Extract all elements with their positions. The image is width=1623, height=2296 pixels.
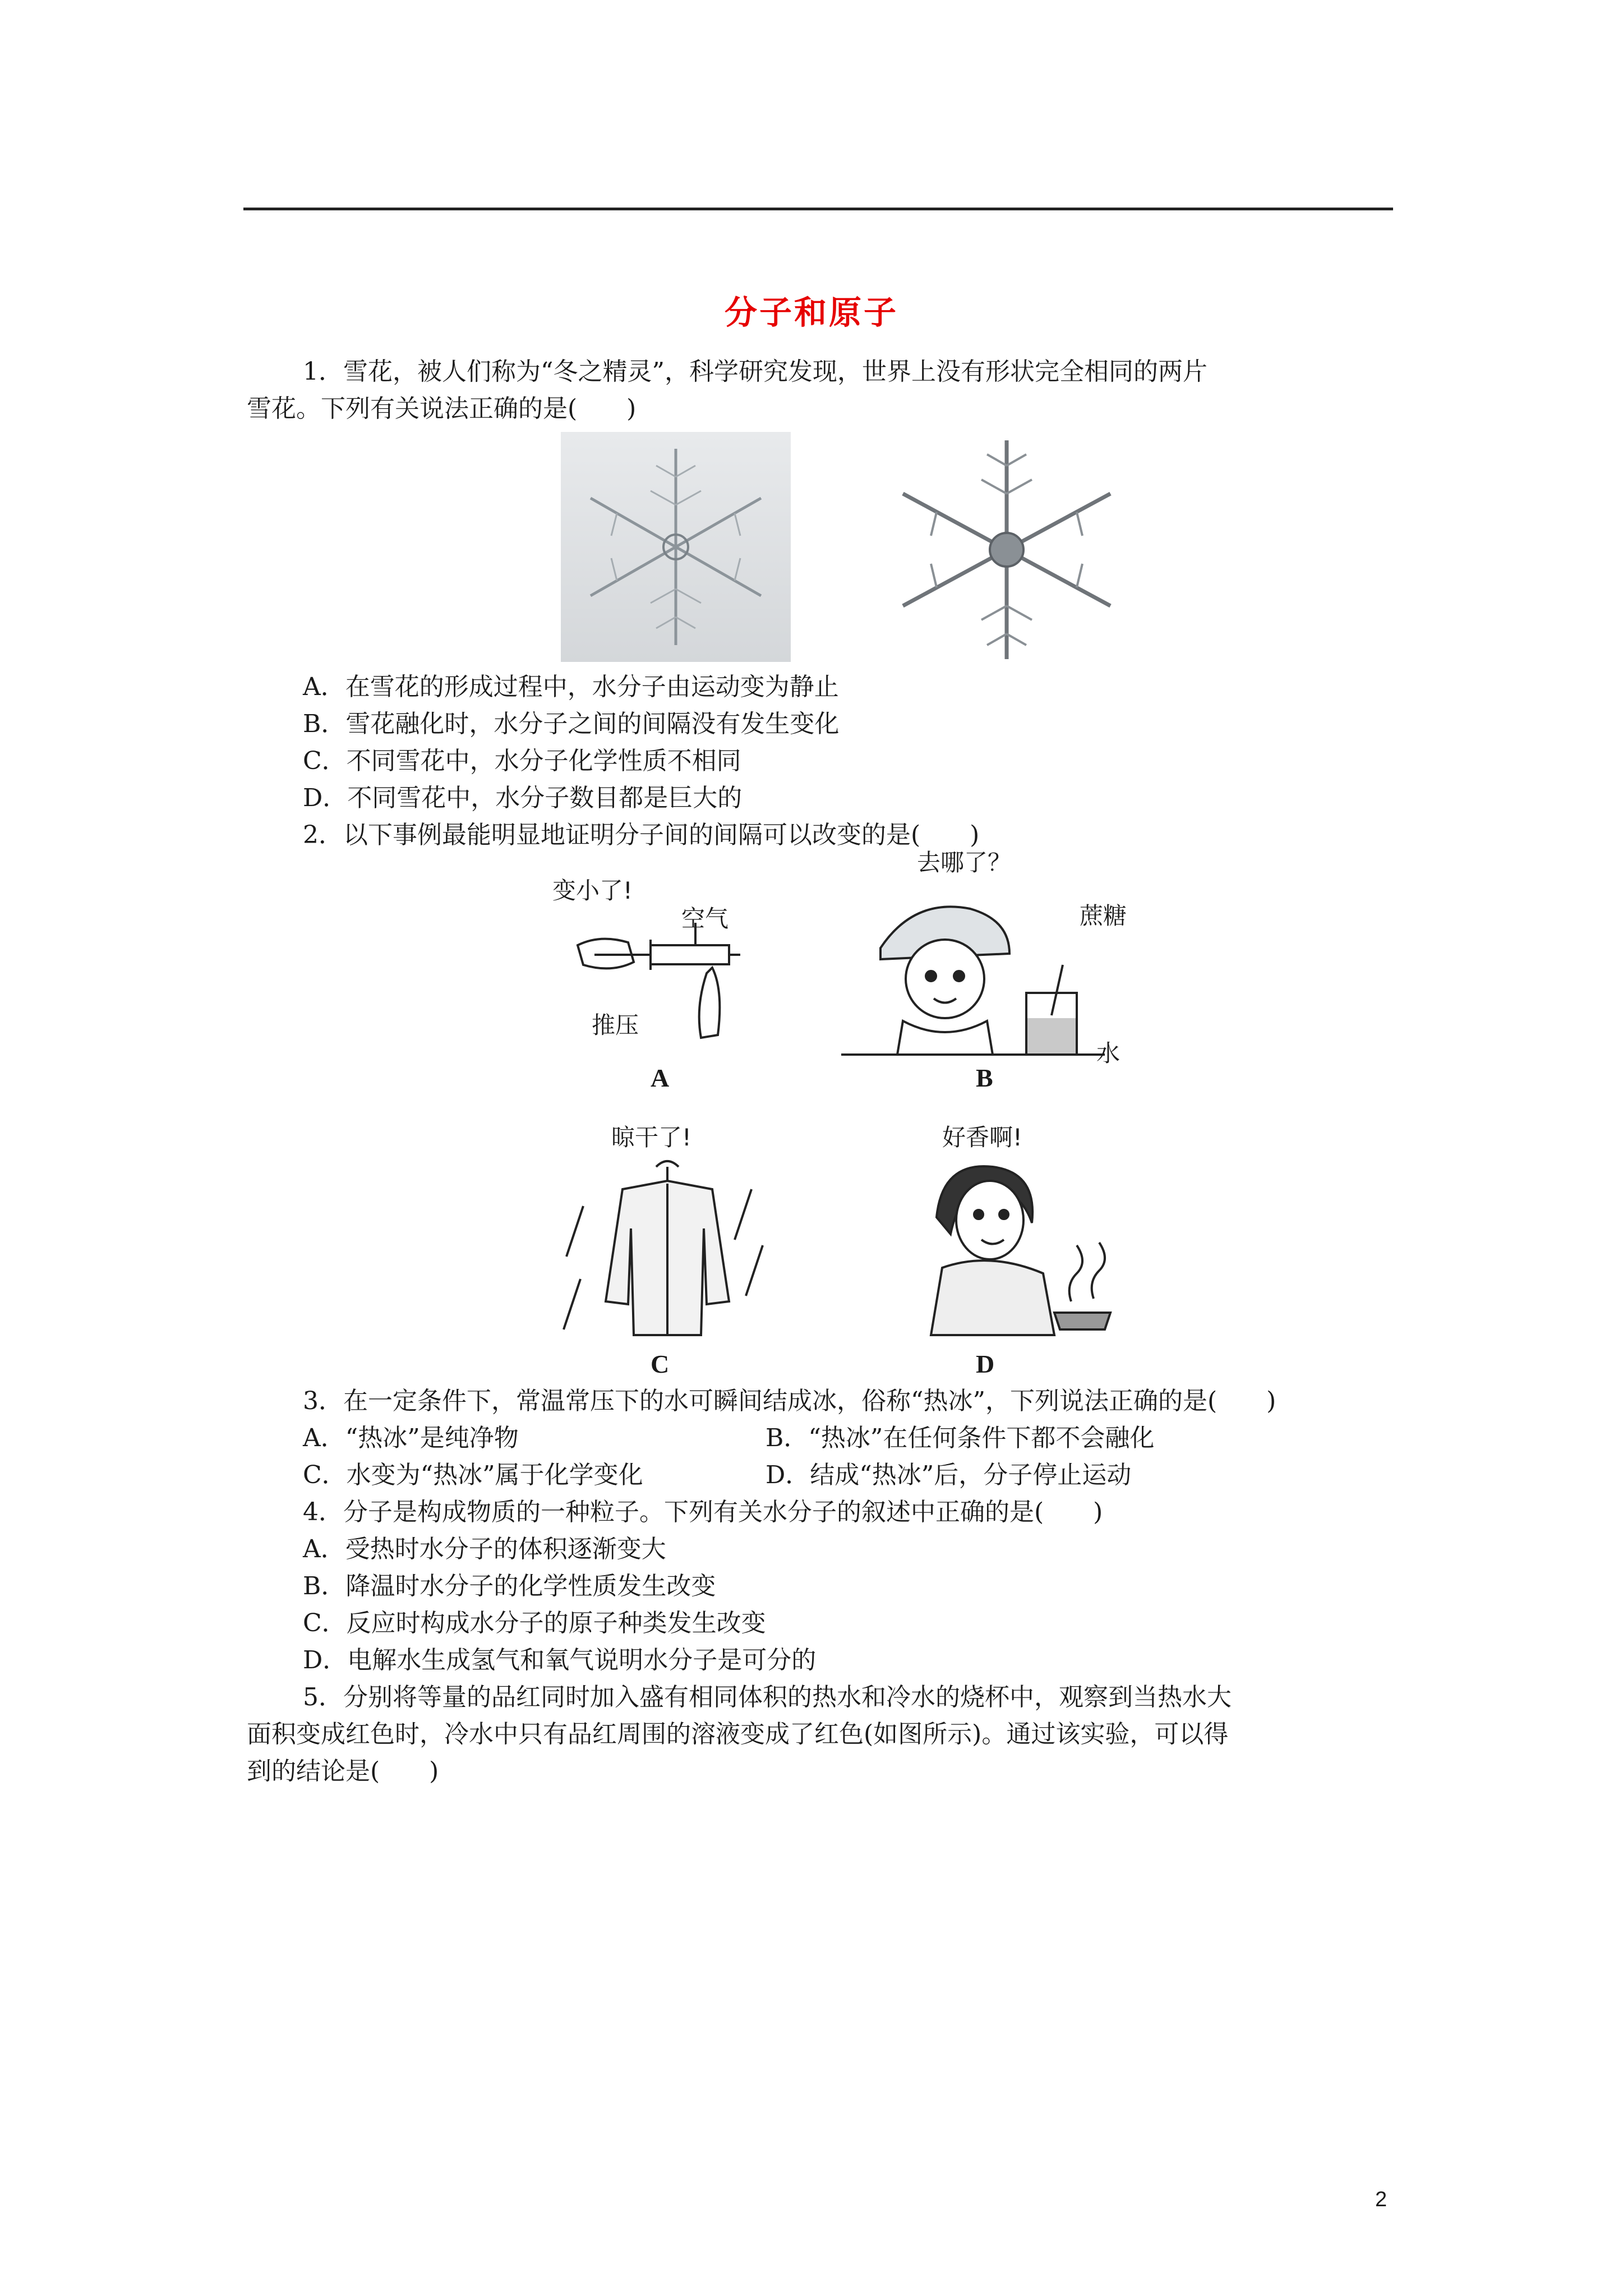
q4-option-c: C．反应时构成水分子的原子种类发生改变 bbox=[303, 1609, 766, 1637]
q3-option-b: B．“热冰”在任何条件下都不会融化 bbox=[766, 1424, 1155, 1452]
q1-option-b: B．雪花融化时，水分子之间的间隔没有发生变化 bbox=[303, 710, 840, 738]
q1-line2: 雪花。下列有关说法正确的是( ) bbox=[247, 394, 637, 423]
q4-option-a: A．受热时水分子的体积逐渐变大 bbox=[303, 1535, 666, 1563]
snowflake-photo-2 bbox=[875, 432, 1138, 668]
q1-line1: 1．雪花，被人们称为“冬之精灵”，科学研究发现，世界上没有形状完全相同的两片 bbox=[303, 357, 1207, 386]
page-number: 2 bbox=[1375, 2188, 1387, 2211]
q1-option-a: A．在雪花的形成过程中，水分子由运动变为静止 bbox=[303, 673, 839, 701]
q3-option-c: C．水变为“热冰”属于化学变化 bbox=[303, 1461, 643, 1489]
q4-line1: 4．分子是构成物质的一种粒子。下列有关水分子的叙述中正确的是( ) bbox=[303, 1498, 1103, 1526]
q5-line2: 面积变成红色时，冷水中只有品红周围的溶液变成了红色(如图所示)。通过该实验，可以得 bbox=[247, 1720, 1229, 1749]
q1-option-d: D．不同雪花中，水分子数目都是巨大的 bbox=[303, 784, 743, 812]
girl-sugar-illustration bbox=[841, 886, 1105, 1071]
q1-option-c: C．不同雪花中，水分子化学性质不相同 bbox=[303, 747, 741, 775]
q3-option-a: A．“热冰”是纯净物 bbox=[303, 1424, 519, 1452]
fig-b-label: B bbox=[976, 1064, 993, 1092]
page-title: 分子和原子 bbox=[724, 293, 898, 332]
snowflake-photo-1 bbox=[561, 432, 791, 662]
q4-option-d: D．电解水生成氢气和氧气说明水分子是可分的 bbox=[303, 1646, 817, 1674]
fig-a-push-label: 推压 bbox=[592, 1011, 639, 1039]
q5-line3: 到的结论是( ) bbox=[247, 1757, 439, 1786]
fig-c-caption-top: 晾干了! bbox=[611, 1124, 691, 1151]
q4-option-b: B．降温时水分子的化学性质发生改变 bbox=[303, 1572, 716, 1600]
q5-line1: 5．分别将等量的品红同时加入盛有相同体积的热水和冷水的烧杯中，观察到当热水大 bbox=[303, 1683, 1232, 1711]
fig-b-sugar-label: 蔗糖 bbox=[1080, 902, 1127, 930]
q2-line1: 2．以下事例最能明显地证明分子间的间隔可以改变的是( ) bbox=[303, 821, 980, 849]
shirt-illustration bbox=[561, 1156, 774, 1346]
fig-a-caption-top: 变小了! bbox=[552, 877, 633, 904]
fig-b-water-label: 水 bbox=[1096, 1039, 1121, 1067]
fig-b-caption-top: 去哪了？ bbox=[917, 849, 1012, 876]
q3-line1: 3．在一定条件下，常温常压下的水可瞬间结成冰，俗称“热冰”，下列说法正确的是( ) bbox=[303, 1387, 1276, 1415]
header-rule bbox=[243, 208, 1393, 210]
woman-cooking-illustration bbox=[909, 1156, 1122, 1346]
fig-c-label: C bbox=[651, 1350, 670, 1378]
fig-a-air-label: 空气 bbox=[681, 905, 729, 932]
fig-d-label: D bbox=[976, 1350, 995, 1378]
fig-a-label: A bbox=[651, 1064, 670, 1092]
q3-option-d: D．结成“热冰”后，分子停止运动 bbox=[766, 1461, 1132, 1489]
fig-d-caption-top: 好香啊! bbox=[942, 1124, 1022, 1151]
